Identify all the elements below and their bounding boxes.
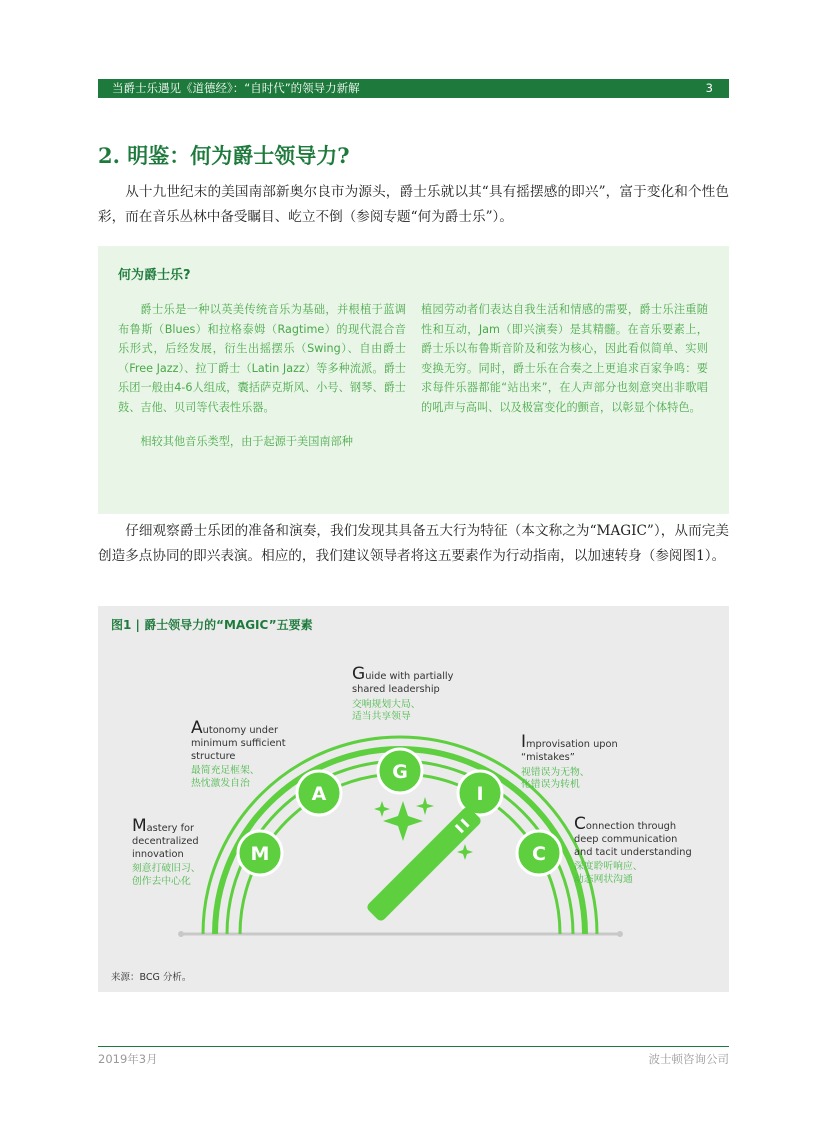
- node-c: [517, 831, 561, 875]
- element-initial: M: [132, 816, 147, 836]
- element-english: astery for decentralized innovation: [132, 823, 199, 860]
- baseline-end-dot: [617, 931, 623, 937]
- callout-right-column: [421, 300, 708, 418]
- node-letter: I: [476, 783, 484, 805]
- element-initial: A: [191, 718, 203, 738]
- element-chinese: 最简充足框架、 热忱激发自治: [191, 765, 260, 790]
- figure: [98, 606, 729, 992]
- section-title: 2. 明鉴：何为爵士领导力?: [98, 143, 350, 168]
- element-chinese: 交响规划大局、 适当共享领导: [352, 698, 421, 723]
- element-english: uide with partially shared leadership: [352, 671, 454, 695]
- element-english: onnection through deep communication and tacit understanding: [574, 821, 692, 858]
- footer-date: 2019年3月: [98, 1052, 158, 1066]
- node-m: [238, 831, 282, 875]
- callout-left-column: [118, 300, 406, 451]
- figure-source: 来源：BCG 分析。: [111, 972, 192, 983]
- node-letter: M: [250, 843, 270, 865]
- element-label-i: [521, 732, 618, 792]
- callout-box: [98, 246, 729, 514]
- element-initial: G: [352, 664, 366, 684]
- callout-paragraph: 爵士乐是一种以英美传统音乐为基础，并根植于蓝调布鲁斯（Blues）和拉格泰姆（Ragtime）的现代混合音乐形式，后经发展，衍生出摇摆乐（Swing）、自由爵士（Free Jazz）、拉丁爵士（Latin Jazz）等多种流派。爵士乐团一般由4-6人组成，囊括萨克斯风、小号、钢琴、爵士鼓、吉他、贝司等代表性乐器。: [118, 303, 406, 414]
- element-chinese: 深度聆听响应、 动态网状沟通: [574, 861, 643, 886]
- element-label-a: [191, 718, 286, 791]
- footer-organization: 波士顿咨询公司: [648, 1052, 729, 1066]
- element-chinese: 刻意打破旧习、 创作去中心化: [132, 863, 201, 888]
- node-g: [378, 749, 422, 793]
- element-label-c: [574, 814, 692, 887]
- element-label-m: [132, 816, 201, 889]
- element-label-g: [352, 664, 454, 724]
- element-initial: I: [521, 732, 527, 752]
- node-a: [297, 771, 341, 815]
- body-paragraph: 仔细观察爵士乐团的准备和演奏，我们发现其具备五大行为特征（本文称之为“MAGIC”），从而完美创造多点协同的即兴表演。相应的，我们建议领导者将这五要素作为行动指南，以加速转身（参阅图1）。: [98, 523, 729, 564]
- arc-core: [240, 774, 560, 934]
- magic-wand-icon: [365, 805, 482, 922]
- intro-paragraph: 从十九世纪末的美国南部新奥尔良市为源头，爵士乐就以其“具有摇摆感的即兴”，富于变化和个性色彩，而在音乐丛林中备受瞩目、屹立不倒（参阅专题“何为爵士乐”）。: [98, 184, 729, 225]
- element-chinese: 视错误为无物、 化错误为转机: [521, 766, 590, 791]
- baseline-end-dot: [178, 931, 184, 937]
- figure-title: 图1 | 爵士领导力的“MAGIC”五要素: [111, 618, 313, 632]
- node-letter: A: [311, 783, 327, 805]
- element-initial: C: [574, 814, 586, 834]
- header-title: 当爵士乐遇见《道德经》：“自时代”的领导力新解: [112, 81, 360, 95]
- callout-paragraph: 植园劳动者们表达自我生活和情感的需要，爵士乐注重随性和互动，Jam（即兴演奏）是其精髓。在音乐要素上，爵士乐以布鲁斯音阶及和弦为核心，因此看似简单、实则变换无穷。同时，爵士乐在合奏之上更追求百家争鸣：要求每件乐器都能“站出来”，在人声部分也刻意突出非歌唱的吼声与高叫、以及极富变化的颤音，以彰显个体特色。: [421, 303, 708, 414]
- callout-title: 何为爵士乐?: [118, 268, 191, 283]
- node-letter: C: [532, 843, 546, 865]
- page-number: 3: [705, 81, 713, 95]
- element-english: utonomy under minimum sufficient structure: [191, 725, 286, 762]
- node-letter: G: [392, 761, 408, 783]
- footer-divider: [98, 1046, 729, 1047]
- magic-diagram: [98, 606, 729, 992]
- header-bar: [98, 79, 729, 98]
- element-english: mprovisation upon “mistakes”: [521, 739, 618, 763]
- callout-paragraph: 相较其他音乐类型，由于起源于美国南部种: [140, 434, 353, 448]
